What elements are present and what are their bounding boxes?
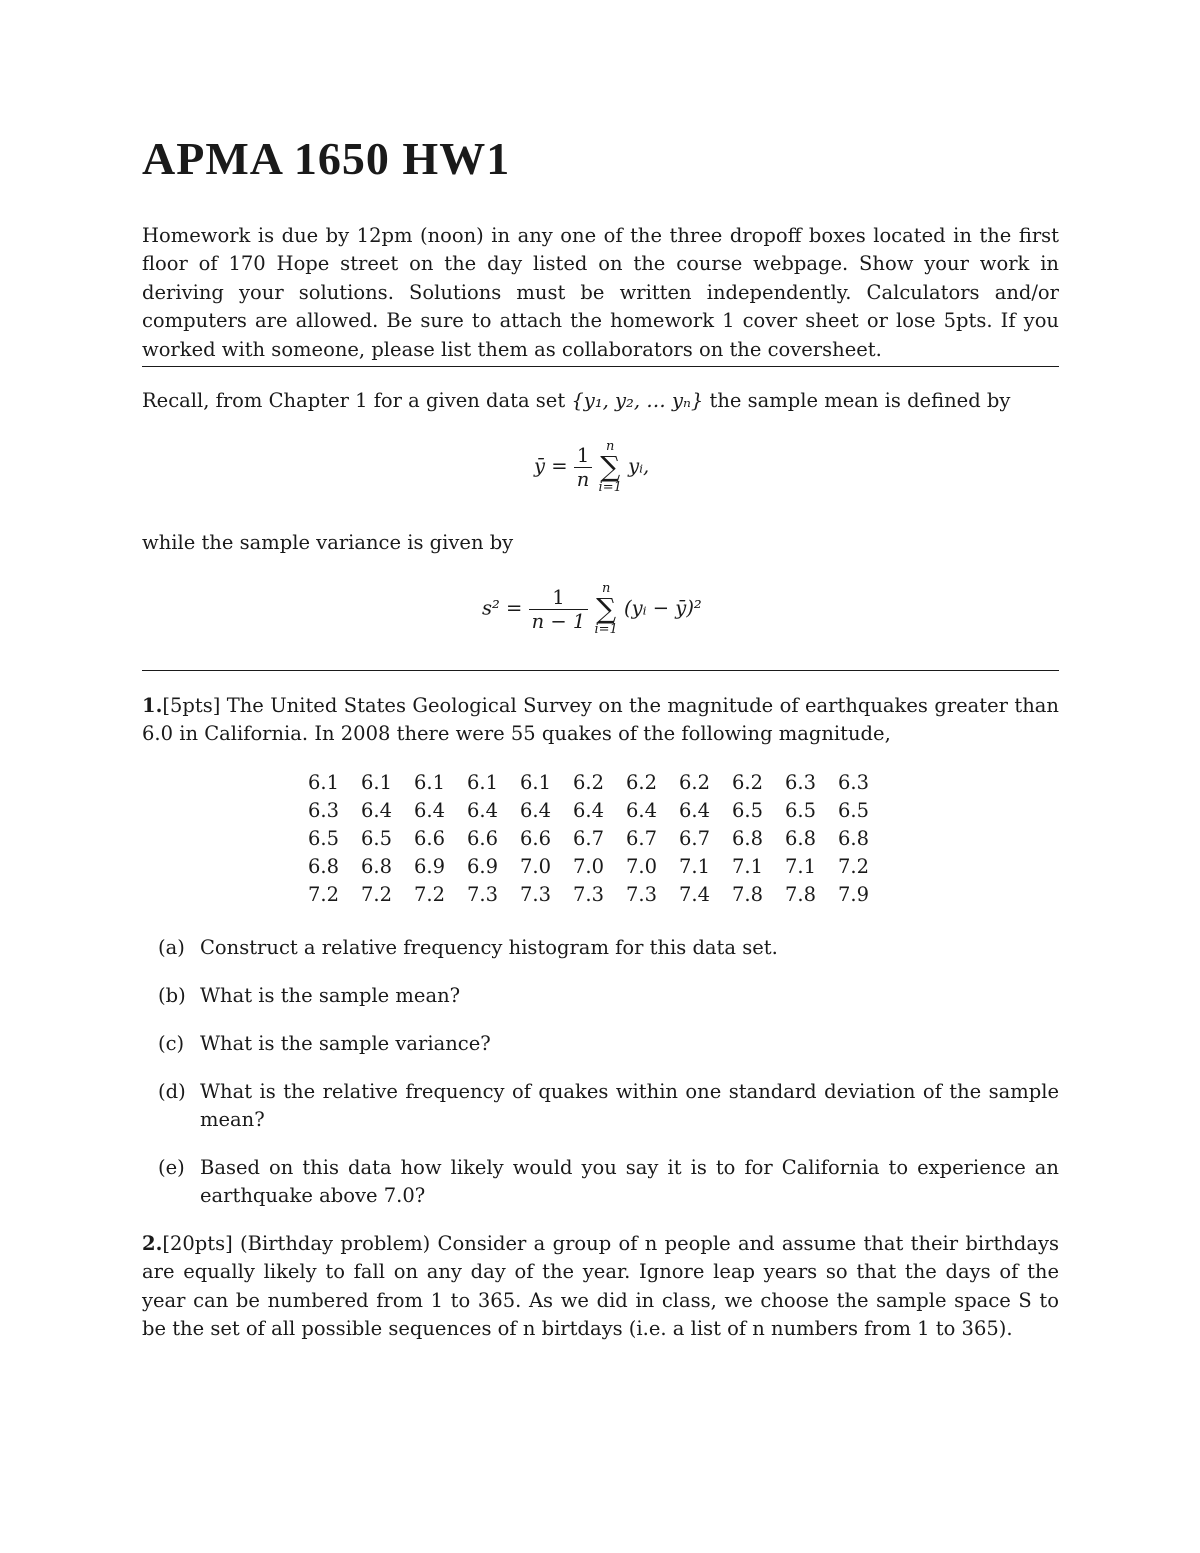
mean-denominator: n bbox=[576, 467, 590, 491]
magnitude-cell: 6.7 bbox=[626, 826, 658, 850]
magnitude-cell: 7.3 bbox=[520, 883, 552, 907]
part-label: (b) bbox=[158, 983, 186, 1007]
part-label: (e) bbox=[158, 1156, 185, 1180]
part-text: What is the relative frequency of quakes within one standard deviation of the sample mean? bbox=[200, 1079, 1059, 1132]
magnitude-table bbox=[308, 768, 891, 909]
magnitude-cell: 7.1 bbox=[679, 855, 711, 879]
magnitude-cell: 7.3 bbox=[626, 883, 658, 907]
problem1-part bbox=[158, 1030, 1059, 1058]
mean-summation bbox=[599, 440, 622, 494]
variance-fraction bbox=[529, 586, 589, 633]
magnitude-cell: 7.2 bbox=[308, 883, 340, 907]
magnitude-cell: 7.8 bbox=[785, 883, 817, 907]
magnitude-cell: 6.1 bbox=[414, 770, 446, 794]
magnitude-cell: 6.9 bbox=[467, 855, 499, 879]
variance-numerator: 1 bbox=[529, 586, 589, 610]
magnitude-cell: 6.2 bbox=[573, 770, 605, 794]
intro-paragraph: Homework is due by 12pm (noon) in any one of the three dropoff boxes located in the first floor of 170 Hope street on the day listed on the course webpage. Show your work in deriving your solutions. Solutions must be written independently. Calculators and/or computers are allowed. Be sure to attach the homework 1 cover sheet or lose 5pts. If you worked with someone, please list them as collaborators on the coversheet. bbox=[142, 224, 1059, 361]
part-label: (d) bbox=[158, 1079, 186, 1103]
magnitude-cell: 6.4 bbox=[679, 798, 711, 822]
magnitude-cell: 6.4 bbox=[467, 798, 499, 822]
recall-set: {y₁, y₂, … yₙ} bbox=[571, 389, 704, 412]
magnitude-cell: 7.1 bbox=[732, 855, 764, 879]
magnitude-cell: 6.2 bbox=[679, 770, 711, 794]
part-text: What is the sample mean? bbox=[200, 983, 461, 1007]
variance-term: (yᵢ − ȳ)² bbox=[624, 596, 702, 620]
magnitude-cell: 6.8 bbox=[732, 826, 764, 850]
magnitude-cell: 6.3 bbox=[838, 770, 870, 794]
problem2-text: [20pts] (Birthday problem) Consider a group of n people and assume that their birthdays are equally likely to fall on any day of the year. Ignore leap years so that the days of the year can be numbered from 1 to 365. As we did in class, we choose the sample space S to be the set of all possible sequences of n birtdays (i.e. a list of n numbers from 1 to 365). bbox=[142, 1232, 1059, 1341]
magnitude-cell: 7.0 bbox=[573, 855, 605, 879]
magnitude-cell: 7.8 bbox=[732, 883, 764, 907]
magnitude-cell: 6.8 bbox=[838, 826, 870, 850]
magnitude-cell: 6.8 bbox=[361, 855, 393, 879]
mean-formula bbox=[534, 440, 649, 494]
magnitude-cell: 6.5 bbox=[308, 826, 340, 850]
variance-sigma: ∑ bbox=[596, 592, 617, 625]
variance-sum-lower: i=1 bbox=[594, 622, 618, 637]
divider-bottom bbox=[142, 670, 1059, 671]
part-label: (c) bbox=[158, 1031, 185, 1055]
magnitude-cell: 6.5 bbox=[785, 798, 817, 822]
magnitude-cell: 6.2 bbox=[626, 770, 658, 794]
magnitude-row bbox=[308, 768, 891, 796]
magnitude-cell: 6.8 bbox=[785, 826, 817, 850]
magnitude-cell: 6.4 bbox=[626, 798, 658, 822]
part-text: Construct a relative frequency histogram for this data set. bbox=[200, 936, 778, 959]
mean-sigma: ∑ bbox=[600, 450, 621, 483]
recall-before: Recall, from Chapter 1 for a given data set bbox=[142, 389, 572, 412]
mean-fraction bbox=[574, 444, 593, 491]
problem1-statement bbox=[142, 692, 1059, 749]
problem1-part bbox=[158, 1078, 1059, 1135]
problem1-number: 1. bbox=[142, 694, 163, 717]
mean-sum-lower: i=1 bbox=[598, 480, 622, 495]
magnitude-cell: 6.1 bbox=[467, 770, 499, 794]
magnitude-cell: 7.1 bbox=[785, 855, 817, 879]
problem1-part bbox=[158, 1154, 1059, 1211]
problem1-text: [5pts] The United States Geological Survey on the magnitude of earthquakes greater than 6.0 in California. In 2008 there were 55 quakes of the following magnitude, bbox=[142, 694, 1059, 746]
magnitude-cell: 6.7 bbox=[573, 826, 605, 850]
magnitude-cell: 6.8 bbox=[308, 855, 340, 879]
magnitude-cell: 6.3 bbox=[308, 798, 340, 822]
magnitude-cell: 7.2 bbox=[361, 883, 393, 907]
magnitude-cell: 6.3 bbox=[785, 770, 817, 794]
magnitude-cell: 6.4 bbox=[414, 798, 446, 822]
magnitude-cell: 6.4 bbox=[361, 798, 393, 822]
variance-sum-upper: n bbox=[601, 581, 611, 596]
magnitude-cell: 7.9 bbox=[838, 883, 870, 907]
magnitude-cell: 6.1 bbox=[361, 770, 393, 794]
part-text: What is the sample variance? bbox=[200, 1031, 491, 1055]
variance-denominator: n − 1 bbox=[531, 609, 586, 633]
magnitude-cell: 6.6 bbox=[520, 826, 552, 850]
magnitude-cell: 6.4 bbox=[520, 798, 552, 822]
magnitude-cell: 7.3 bbox=[467, 883, 499, 907]
magnitude-row bbox=[308, 881, 891, 909]
magnitude-cell: 6.5 bbox=[361, 826, 393, 850]
recall-sentence bbox=[142, 387, 1059, 415]
magnitude-cell: 7.3 bbox=[573, 883, 605, 907]
magnitude-cell: 6.1 bbox=[520, 770, 552, 794]
magnitude-cell: 6.2 bbox=[732, 770, 764, 794]
page-title: APMA 1650 HW1 bbox=[142, 133, 511, 184]
problem1-parts bbox=[158, 934, 1059, 1230]
variance-intro: while the sample variance is given by bbox=[142, 531, 514, 554]
problem1-part bbox=[158, 934, 1059, 962]
magnitude-row bbox=[308, 796, 891, 824]
mean-numerator: 1 bbox=[574, 444, 593, 468]
variance-lhs: s² = bbox=[482, 596, 523, 620]
mean-sum-upper: n bbox=[606, 439, 615, 454]
magnitude-table-body bbox=[308, 768, 891, 909]
magnitude-cell: 6.4 bbox=[573, 798, 605, 822]
divider-top bbox=[142, 366, 1059, 367]
problem2-statement bbox=[142, 1230, 1059, 1344]
variance-summation bbox=[594, 582, 617, 636]
magnitude-cell: 6.1 bbox=[308, 770, 340, 794]
mean-lhs: ȳ = bbox=[534, 454, 568, 478]
magnitude-cell: 6.5 bbox=[732, 798, 764, 822]
magnitude-row bbox=[308, 853, 891, 881]
mean-term: yᵢ, bbox=[628, 454, 650, 478]
magnitude-cell: 6.6 bbox=[467, 826, 499, 850]
magnitude-cell: 6.7 bbox=[679, 826, 711, 850]
magnitude-cell: 7.2 bbox=[838, 855, 870, 879]
part-label: (a) bbox=[158, 936, 185, 959]
problem1-part bbox=[158, 982, 1059, 1010]
magnitude-cell: 6.9 bbox=[414, 855, 446, 879]
magnitude-cell: 7.0 bbox=[520, 855, 552, 879]
problem2-number: 2. bbox=[142, 1232, 163, 1255]
magnitude-cell: 7.4 bbox=[679, 883, 711, 907]
magnitude-cell: 6.5 bbox=[838, 798, 870, 822]
recall-after: the sample mean is defined by bbox=[703, 389, 1011, 412]
magnitude-cell: 7.2 bbox=[414, 883, 446, 907]
magnitude-cell: 7.0 bbox=[626, 855, 658, 879]
part-text: Based on this data how likely would you say it is to for California to experience an earthquake above 7.0? bbox=[200, 1156, 1059, 1208]
magnitude-cell: 6.6 bbox=[414, 826, 446, 850]
magnitude-row bbox=[308, 824, 891, 852]
variance-formula bbox=[482, 582, 702, 636]
